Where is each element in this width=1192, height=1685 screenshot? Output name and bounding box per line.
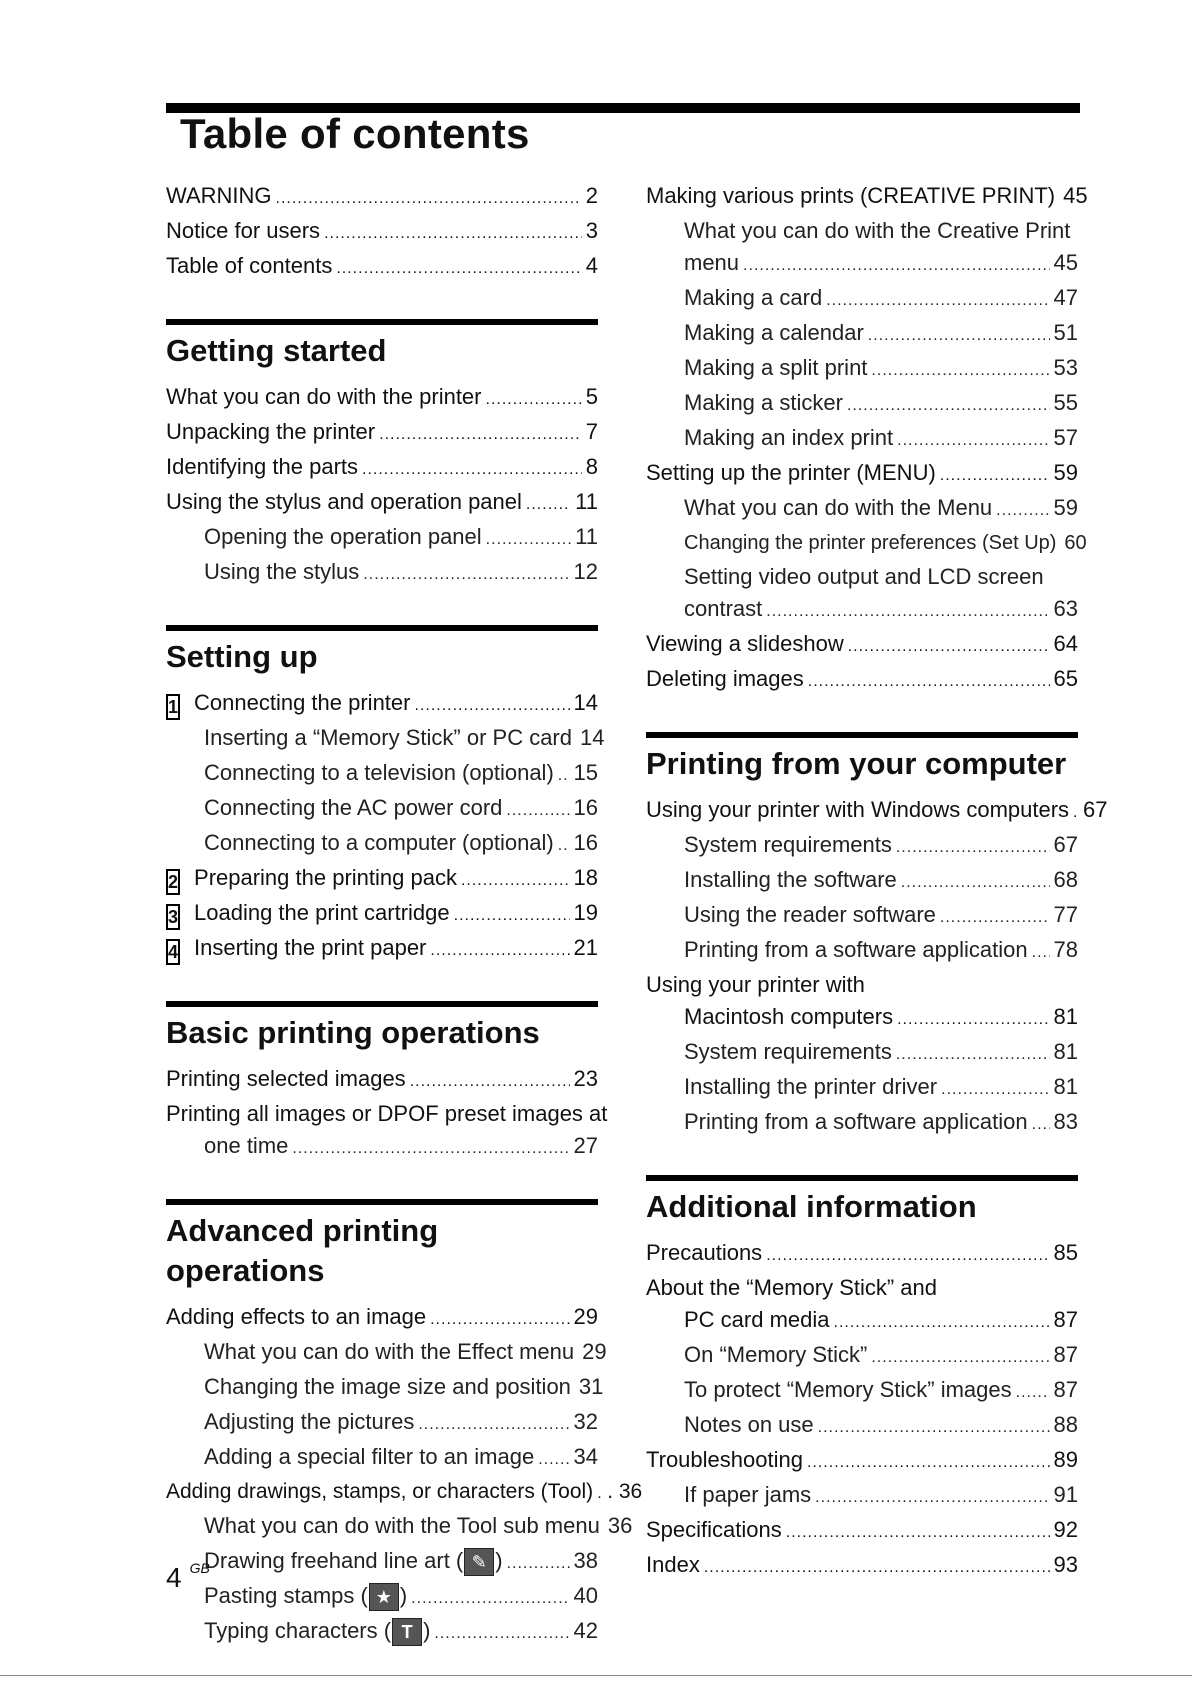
toc-entry-line1[interactable]: About the “Memory Stick” and: [646, 1275, 938, 1300]
step-number-box: 1: [166, 694, 180, 720]
toc-subentry[interactable]: Making an index print ..... 57: [646, 422, 1078, 457]
page-footer: [166, 1560, 210, 1594]
section-rule: [646, 732, 1078, 738]
toc-subentry[interactable]: Opening the operation panel ..... 11: [166, 521, 598, 556]
section-title-basic: Basic printing operations: [166, 1015, 540, 1050]
toc-entry[interactable]: Adding drawings, stamps, or characters (Tool) ..... . 36: [166, 1476, 598, 1510]
step-number-box: 4: [166, 939, 180, 965]
toc-subentry[interactable]: Typing characters ( T ) ..... 42: [166, 1615, 598, 1650]
toc-subentry[interactable]: Making a split print ..... 53: [646, 352, 1078, 387]
toc-subentry[interactable]: What you can do with the Effect menu 29: [204, 1339, 607, 1364]
toc-subentry-line1[interactable]: What you can do with the Creative Print: [684, 218, 1071, 243]
toc-subentry[interactable]: Changing the image size and position 31: [204, 1374, 604, 1399]
toc-subentry[interactable]: What you can do with the Menu ..... 59: [646, 492, 1078, 527]
toc-entry[interactable]: 2 Preparing the printing pack ..... 18: [166, 862, 598, 897]
toc-subentry[interactable]: Printing from a software application ..... 78: [646, 934, 1078, 969]
toc-entry[interactable]: Adding effects to an image ..... 29: [166, 1301, 598, 1336]
toc-entry[interactable]: 4 Inserting the print paper ..... 21: [166, 932, 598, 967]
toc-subentry[interactable]: Pasting stamps ( ★ ) ..... 40: [166, 1580, 598, 1615]
toc-entry-line1[interactable]: Printing all images or DPOF preset images at: [166, 1101, 608, 1126]
toc-subentry[interactable]: Printing from a software application ..... 83: [646, 1106, 1078, 1141]
toc-subentry[interactable]: Connecting the AC power cord ..... 16: [166, 792, 598, 827]
toc-subentry[interactable]: Installing the software ..... 68: [646, 864, 1078, 899]
toc-subentry[interactable]: Using the stylus ..... 12: [166, 556, 598, 591]
bottom-edge-line: [0, 1675, 1192, 1676]
toc-subentry[interactable]: Connecting to a television (optional) ..... 15: [166, 757, 598, 792]
toc-entry[interactable]: Troubleshooting ..... 89: [646, 1444, 1078, 1479]
toc-subentry[interactable]: What you can do with the Tool sub menu 36: [204, 1513, 633, 1538]
pencil-icon: ✎: [464, 1548, 494, 1576]
toc-entry[interactable]: Using your printer with Windows computers ..... 67: [646, 794, 1078, 829]
intro-list: [166, 180, 598, 285]
region-code: GB: [189, 1560, 210, 1576]
toc-subentry[interactable]: Notes on use ..... 88: [646, 1409, 1078, 1444]
toc-entry-continued[interactable]: PC card media ..... 87: [646, 1304, 1078, 1339]
toc-subentry[interactable]: To protect “Memory Stick” images ..... 87: [646, 1374, 1078, 1409]
toc-subentry[interactable]: If paper jams ..... 91: [646, 1479, 1078, 1514]
toc-entry[interactable]: 1 Connecting the printer ..... 14: [166, 687, 598, 722]
section-title-setting-up: Setting up: [166, 639, 318, 674]
section-rule: [166, 1199, 598, 1205]
section-title-advanced: Advanced printing operations: [166, 1213, 439, 1288]
section-title-getting-started: Getting started: [166, 333, 387, 368]
section-title-additional: Additional information: [646, 1189, 977, 1224]
toc-subentry[interactable]: Inserting a “Memory Stick” or PC card 14: [204, 725, 605, 750]
section-rule: [646, 1175, 1078, 1181]
page-title: Table of contents: [180, 110, 530, 157]
toc-subentry[interactable]: Making a sticker ..... 55: [646, 387, 1078, 422]
toc-subentry[interactable]: Changing the printer preferences (Set Up) 60: [684, 532, 1087, 554]
toc-subentry[interactable]: Making a calendar ..... 51: [646, 317, 1078, 352]
toc-entry[interactable]: Setting up the printer (MENU) ..... 59: [646, 457, 1078, 492]
toc-subentry[interactable]: Using the reader software ..... 77: [646, 899, 1078, 934]
section-title-computer: Printing from your computer: [646, 746, 1067, 781]
toc-entry[interactable]: Specifications ..... 92: [646, 1514, 1078, 1549]
toc-subentry[interactable]: Installing the printer driver ..... 81: [646, 1071, 1078, 1106]
toc-entry[interactable]: Table of contents ..... 4: [166, 250, 598, 285]
toc-entry[interactable]: Identifying the parts ..... 8: [166, 451, 598, 486]
toc-entry[interactable]: WARNING ..... 2: [166, 180, 598, 215]
toc-subentry[interactable]: Adding a special filter to an image ..... 34: [166, 1441, 598, 1476]
toc-entry[interactable]: Using the stylus and operation panel ..... 11: [166, 486, 598, 521]
toc-entry[interactable]: Making various prints (CREATIVE PRINT) 45: [646, 183, 1088, 208]
toc-entry[interactable]: 3 Loading the print cartridge ..... 19: [166, 897, 598, 932]
toc-entry[interactable]: Printing selected images ..... 23: [166, 1063, 598, 1098]
toc-subentry[interactable]: Making a card ..... 47: [646, 282, 1078, 317]
star-stamp-icon: ★: [369, 1583, 399, 1611]
toc-entry-line1[interactable]: Using your printer with: [646, 972, 865, 997]
section-rule: [166, 1001, 598, 1007]
toc-subentry[interactable]: On “Memory Stick” ..... 87: [646, 1339, 1078, 1374]
right-column: [646, 180, 1108, 1584]
toc-entry[interactable]: Notice for users ..... 3: [166, 215, 598, 250]
toc-entry-continued[interactable]: one time ..... 27: [166, 1130, 598, 1165]
toc-subentry[interactable]: Drawing freehand line art ( ✎ ) ..... 38: [166, 1545, 598, 1580]
toc-entry[interactable]: Unpacking the printer ..... 7: [166, 416, 598, 451]
toc-entry[interactable]: Index ..... 93: [646, 1549, 1078, 1584]
toc-subentry-continued[interactable]: menu ..... 45: [646, 247, 1078, 282]
toc-entry[interactable]: What you can do with the printer ..... 5: [166, 381, 598, 416]
toc-subentry-line1[interactable]: Setting video output and LCD screen: [684, 564, 1044, 589]
section-rule: [166, 625, 598, 631]
toc-entry-continued[interactable]: Macintosh computers ..... 81: [646, 1001, 1078, 1036]
toc-entry[interactable]: Deleting images ..... 65: [646, 663, 1078, 698]
toc-subentry[interactable]: System requirements ..... 67: [646, 829, 1078, 864]
text-tool-icon: T: [392, 1618, 422, 1646]
section-rule: [166, 319, 598, 325]
left-column: [166, 180, 643, 1650]
toc-subentry[interactable]: Adjusting the pictures ..... 32: [166, 1406, 598, 1441]
page-number: 4: [166, 1562, 182, 1593]
toc-entry[interactable]: Precautions ..... 85: [646, 1237, 1078, 1272]
step-number-box: 2: [166, 869, 180, 895]
toc-subentry[interactable]: System requirements ..... 81: [646, 1036, 1078, 1071]
toc-entry[interactable]: Viewing a slideshow ..... 64: [646, 628, 1078, 663]
toc-subentry[interactable]: Connecting to a computer (optional) ..... 16: [166, 827, 598, 862]
toc-subentry-continued[interactable]: contrast ..... 63: [646, 593, 1078, 628]
step-number-box: 3: [166, 904, 180, 930]
